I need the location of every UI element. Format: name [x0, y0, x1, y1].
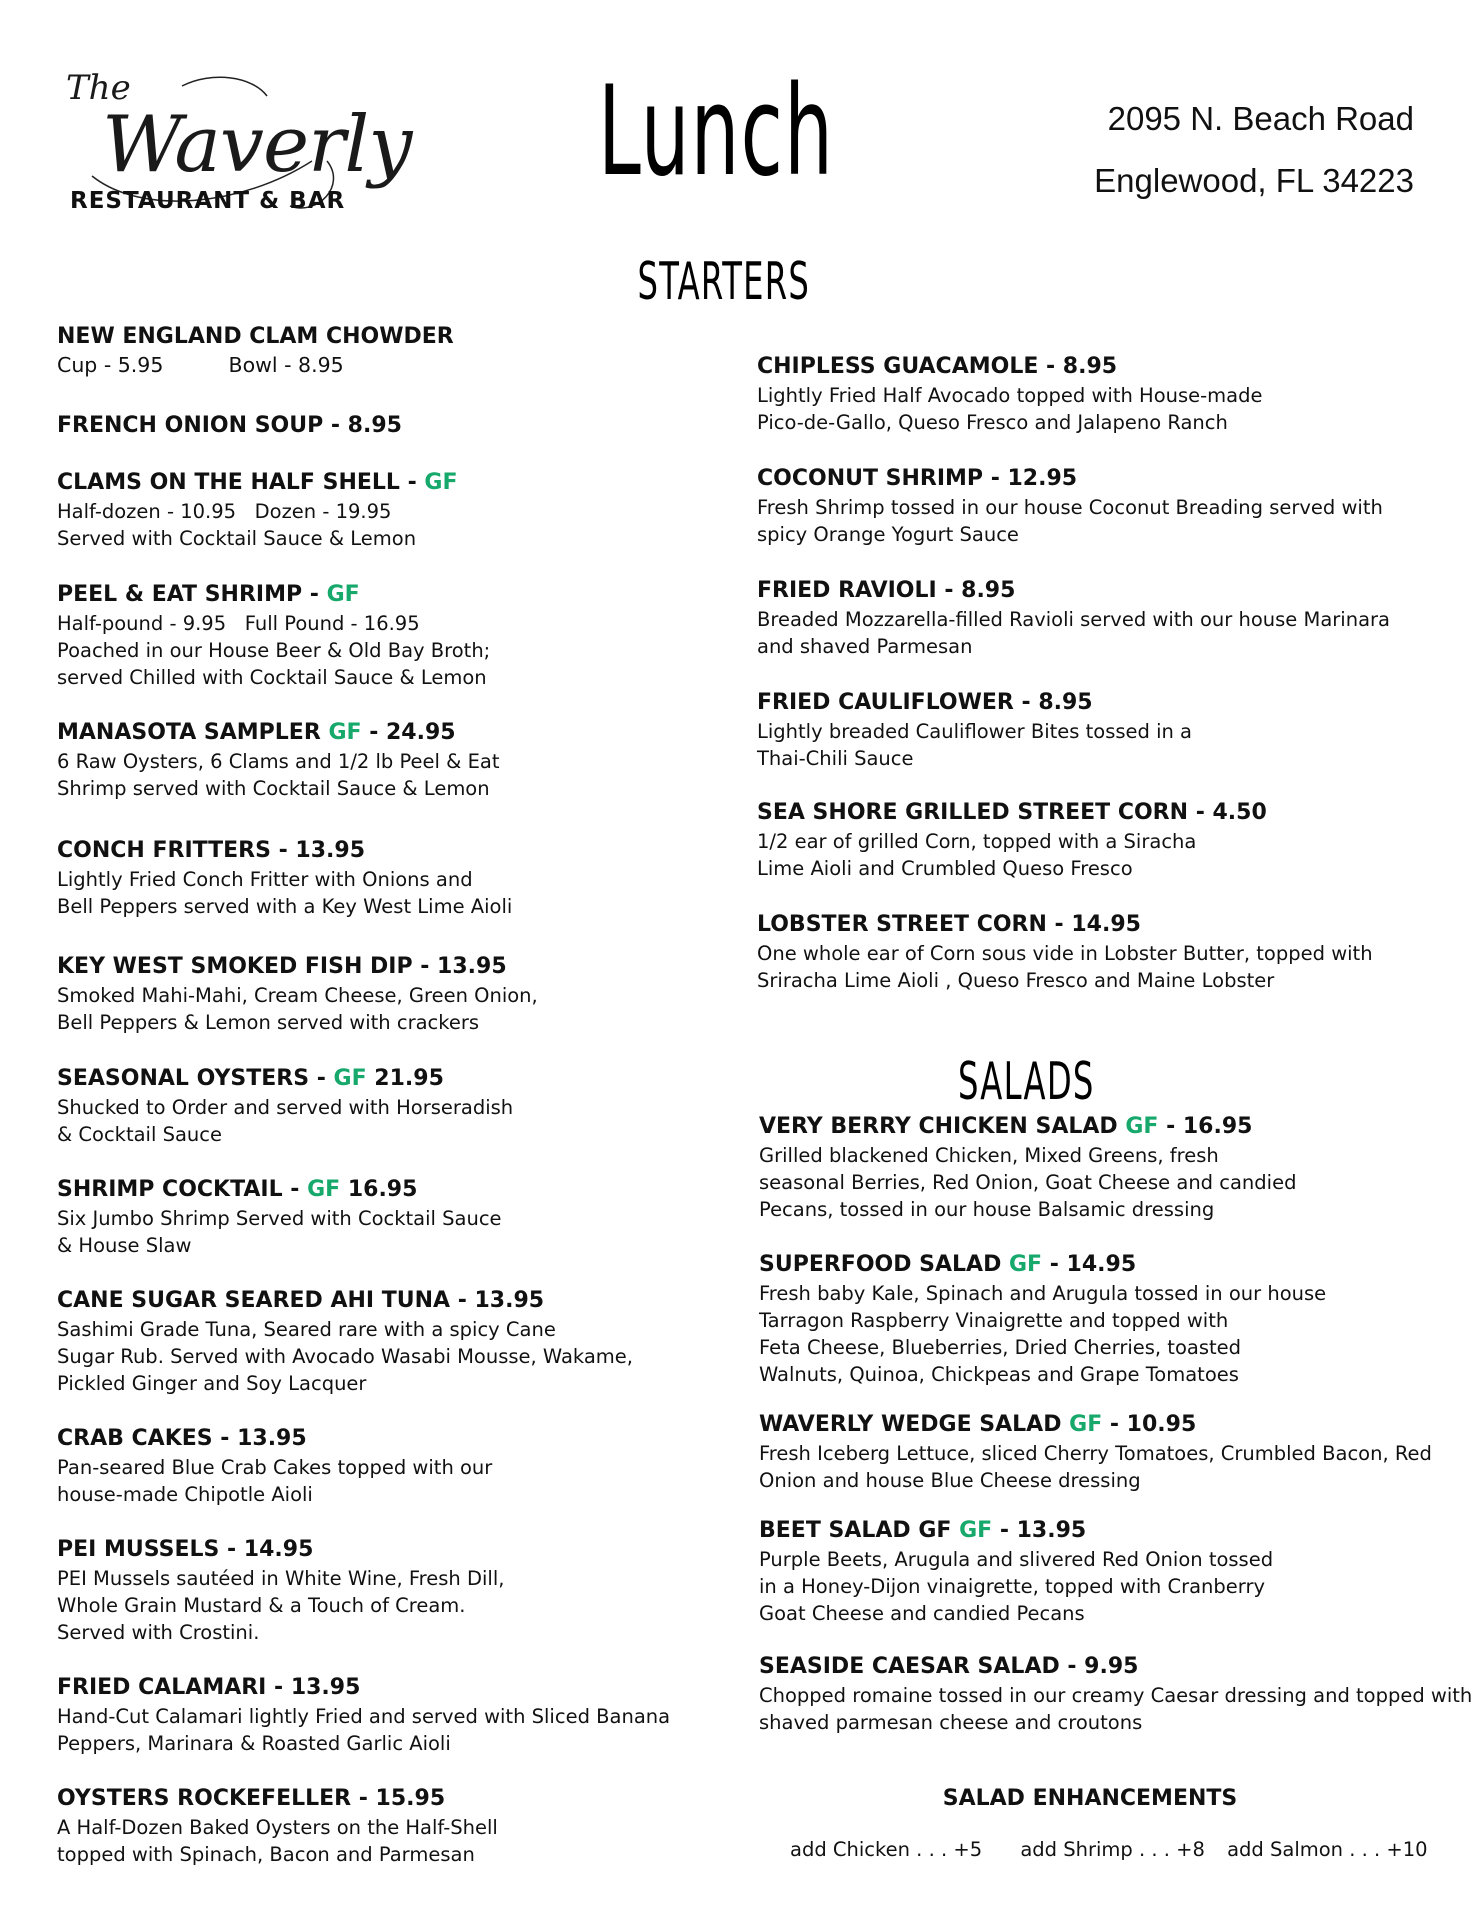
section-heading-starters: STARTERS [637, 252, 811, 312]
item-desc: & House Slaw [57, 1234, 192, 1257]
item-desc: Purple Beets, Arugula and slivered Red Onion tossed [759, 1548, 1274, 1571]
menu-item [759, 1112, 1296, 1223]
item-desc: Served with Cocktail Sauce & Lemon [57, 527, 417, 550]
item-desc: Six Jumbo Shrimp Served with Cocktail Sauce [57, 1207, 502, 1230]
item-desc: Goat Cheese and candied Pecans [759, 1602, 1085, 1625]
logo-subtitle: RESTAURANT & BAR [70, 188, 346, 214]
item-desc: Fresh baby Kale, Spinach and Arugula tossed in our house [759, 1282, 1327, 1305]
item-name [57, 1175, 502, 1205]
gf-badge: GF [333, 1066, 367, 1091]
item-name-text: VERY BERRY CHICKEN SALAD [759, 1114, 1126, 1139]
item-name: SEASIDE CAESAR SALAD - 9.95 [759, 1654, 1139, 1679]
menu-item [757, 798, 1267, 882]
item-name: CONCH FRITTERS - 13.95 [57, 838, 365, 863]
item-name [57, 580, 490, 610]
menu-item [759, 1652, 1472, 1736]
enhancement-item: add Chicken . . . +5 [790, 1838, 983, 1861]
page-title [598, 60, 835, 204]
item-desc: Pico-de-Gallo, Queso Fresco and Jalapeno Ranch [757, 411, 1228, 434]
item-desc: and shaved Parmesan [757, 635, 973, 658]
item-name-text: SHRIMP COCKTAIL - [57, 1177, 308, 1202]
item-desc: & Cocktail Sauce [57, 1123, 222, 1146]
item-desc: Smoked Mahi-Mahi, Cream Cheese, Green Onion, [57, 984, 538, 1007]
gf-badge: GF [307, 1177, 341, 1202]
item-price: - 16.95 [1158, 1114, 1253, 1139]
item-price: - 13.95 [992, 1518, 1087, 1543]
item-desc: One whole ear of Corn sous vide in Lobster Butter, topped with [757, 942, 1373, 965]
restaurant-logo [62, 66, 412, 226]
item-name [759, 1112, 1296, 1142]
item-desc: Sugar Rub. Served with Avocado Wasabi Mousse, Wakame, [57, 1345, 633, 1368]
item-desc: Pan-seared Blue Crab Cakes topped with our [57, 1456, 493, 1479]
item-desc: Pickled Ginger and Soy Lacquer [57, 1372, 367, 1395]
item-name-text: WAVERLY WEDGE SALAD [759, 1412, 1070, 1437]
item-name: CHIPLESS GUACAMOLE - 8.95 [757, 354, 1118, 379]
menu-item [57, 1673, 670, 1757]
item-desc: in a Honey-Dijon vinaigrette, topped with Cranberry [759, 1575, 1266, 1598]
item-desc: Grilled blackened Chicken, Mixed Greens, fresh [759, 1144, 1219, 1167]
item-desc: Bell Peppers & Lemon served with crackers [57, 1011, 480, 1034]
salad-enhancements-title: SALAD ENHANCEMENTS [942, 1786, 1238, 1811]
menu-item [57, 952, 538, 1036]
enhancement-item: add Shrimp . . . +8 [1020, 1838, 1205, 1861]
gf-badge: GF [328, 720, 362, 745]
item-name: KEY WEST SMOKED FISH DIP - 13.95 [57, 954, 507, 979]
item-name-text: BEET SALAD GF [759, 1518, 960, 1543]
logo-name: Waverly [102, 100, 412, 190]
item-desc: Lightly Fried Half Avocado topped with House-made [757, 384, 1263, 407]
item-name: PEI MUSSELS - 14.95 [57, 1537, 314, 1562]
menu-item [57, 1064, 513, 1148]
menu-item [757, 688, 1192, 772]
address-street: 2095 N. Beach Road [1107, 100, 1414, 137]
menu-item [57, 1535, 504, 1646]
enhancement-item: add Salmon . . . +10 [1227, 1838, 1428, 1861]
menu-item [57, 580, 490, 691]
item-desc: Lime Aioli and Crumbled Queso Fresco [757, 857, 1133, 880]
item-desc: topped with Spinach, Bacon and Parmesan [57, 1843, 475, 1866]
item-name-text: PEEL & EAT SHRIMP - [57, 582, 327, 607]
item-desc: 6 Raw Oysters, 6 Clams and 1/2 lb Peel & Eat [57, 750, 500, 773]
menu-item [757, 352, 1263, 436]
item-desc: Half-dozen - 10.95 Dozen - 19.95 [57, 500, 392, 523]
item-desc: 1/2 ear of grilled Corn, topped with a Siracha [757, 830, 1197, 853]
item-name: OYSTERS ROCKEFELLER - 15.95 [57, 1786, 446, 1811]
item-price: 21.95 [366, 1066, 444, 1091]
item-name: FRIED RAVIOLI - 8.95 [757, 578, 1016, 603]
item-desc: Fresh Shrimp tossed in our house Coconut Breading served with [757, 496, 1383, 519]
gf-badge: GF [959, 1518, 993, 1543]
item-name: FRIED CALAMARI - 13.95 [57, 1675, 361, 1700]
item-name: CRAB CAKES - 13.95 [57, 1426, 307, 1451]
item-desc: served Chilled with Cocktail Sauce & Lemon [57, 666, 487, 689]
item-price: - 24.95 [361, 720, 456, 745]
menu-item [759, 1410, 1432, 1494]
item-desc: spicy Orange Yogurt Sauce [757, 523, 1019, 546]
item-desc: Walnuts, Quinoa, Chickpeas and Grape Tomatoes [759, 1363, 1239, 1386]
item-desc: seasonal Berries, Red Onion, Goat Cheese and candied [759, 1171, 1297, 1194]
item-name: CANE SUGAR SEARED AHI TUNA - 13.95 [57, 1288, 545, 1313]
item-desc: Shucked to Order and served with Horseradish [57, 1096, 514, 1119]
logo-the: The [66, 68, 131, 108]
item-name: LOBSTER STREET CORN - 14.95 [757, 912, 1141, 937]
item-desc: Feta Cheese, Blueberries, Dried Cherries, toasted [759, 1336, 1242, 1359]
item-desc: Chopped romaine tossed in our creamy Caesar dressing and topped with [759, 1684, 1473, 1707]
item-desc: Half-pound - 9.95 Full Pound - 16.95 [57, 612, 420, 635]
item-desc: Served with Crostini. [57, 1621, 260, 1644]
item-desc: Sriracha Lime Aioli , Queso Fresco and Maine Lobster [757, 969, 1275, 992]
item-name-text: CLAMS ON THE HALF SHELL - [57, 470, 425, 495]
menu-item [757, 910, 1373, 994]
item-desc: Fresh Iceberg Lettuce, sliced Cherry Tomatoes, Crumbled Bacon, Red [759, 1442, 1432, 1465]
item-desc: Hand-Cut Calamari lightly Fried and served with Sliced Banana [57, 1705, 671, 1728]
item-desc: Poached in our House Beer & Old Bay Broth; [57, 639, 491, 662]
item-desc: PEI Mussels sautéed in White Wine, Fresh Dill, [57, 1567, 505, 1590]
menu-item [57, 468, 457, 552]
item-name [57, 1064, 513, 1094]
menu-item [57, 836, 512, 920]
item-desc: Peppers, Marinara & Roasted Garlic Aioli [57, 1732, 451, 1755]
item-name: SEA SHORE GRILLED STREET CORN - 4.50 [757, 800, 1267, 825]
item-name [759, 1516, 1273, 1546]
section-heading-salads: SALADS [958, 1052, 1095, 1112]
menu-item [57, 1175, 502, 1259]
menu-item [57, 1424, 492, 1508]
item-desc: Thai-Chili Sauce [757, 747, 914, 770]
item-desc: Lightly Fried Conch Fritter with Onions and [57, 868, 473, 891]
address-city: Englewood, FL 34223 [1094, 162, 1414, 199]
item-name-text: SEASONAL OYSTERS - [57, 1066, 334, 1091]
item-desc: shaved parmesan cheese and croutons [759, 1711, 1143, 1734]
item-desc: Cup - 5.95 Bowl - 8.95 [57, 353, 344, 377]
item-desc: Lightly breaded Cauliflower Bites tossed in a [757, 720, 1193, 743]
item-name-text: SUPERFOOD SALAD [759, 1252, 1009, 1277]
menu-item [757, 464, 1383, 548]
item-name: COCONUT SHRIMP - 12.95 [757, 466, 1078, 491]
gf-badge: GF [326, 582, 360, 607]
menu-item [757, 576, 1390, 660]
gf-badge: GF [1009, 1252, 1043, 1277]
menu-item [57, 718, 499, 802]
menu-item [57, 1784, 498, 1868]
item-name [57, 468, 457, 498]
item-desc: Pecans, tossed in our house Balsamic dressing [759, 1198, 1215, 1221]
menu-item [759, 1250, 1326, 1388]
item-desc: Whole Grain Mustard & a Touch of Cream. [57, 1594, 466, 1617]
address-block [1094, 88, 1414, 212]
item-name [57, 718, 499, 748]
item-price: - 10.95 [1102, 1412, 1197, 1437]
gf-badge: GF [1069, 1412, 1103, 1437]
gf-badge: GF [1125, 1114, 1159, 1139]
gf-badge: GF [424, 470, 458, 495]
item-desc: Breaded Mozzarella-filled Ravioli served with our house Marinara [757, 608, 1390, 631]
item-desc: Bell Peppers served with a Key West Lime Aioli [57, 895, 513, 918]
item-desc: Tarragon Raspberry Vinaigrette and topped with [759, 1309, 1229, 1332]
menu-item [759, 1516, 1273, 1627]
item-desc: house-made Chipotle Aioli [57, 1483, 313, 1506]
item-price: - 14.95 [1042, 1252, 1137, 1277]
item-name [759, 1250, 1326, 1280]
item-desc: A Half-Dozen Baked Oysters on the Half-Shell [57, 1816, 498, 1839]
menu-item [57, 322, 454, 379]
menu-item [57, 1286, 633, 1397]
menu-item [57, 411, 402, 441]
page-title-text: Lunch [598, 60, 835, 204]
item-desc: Sashimi Grade Tuna, Seared rare with a spicy Cane [57, 1318, 556, 1341]
item-price: 16.95 [340, 1177, 418, 1202]
item-name-text: MANASOTA SAMPLER [57, 720, 329, 745]
item-desc: Onion and house Blue Cheese dressing [759, 1469, 1141, 1492]
item-name: FRENCH ONION SOUP - 8.95 [57, 413, 402, 438]
salad-enhancements-list [790, 1838, 1428, 1861]
item-name: NEW ENGLAND CLAM CHOWDER [57, 324, 454, 349]
item-name [759, 1410, 1432, 1440]
item-desc: Shrimp served with Cocktail Sauce & Lemon [57, 777, 490, 800]
item-name: FRIED CAULIFLOWER - 8.95 [757, 690, 1093, 715]
